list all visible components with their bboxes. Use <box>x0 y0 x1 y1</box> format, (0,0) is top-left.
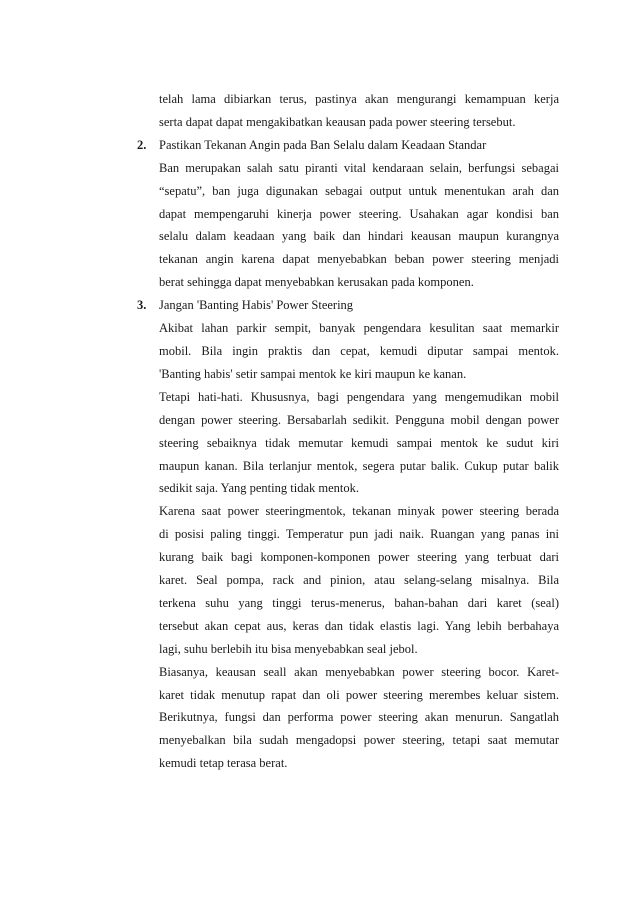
text-line-content: Akibat lahan parkir sempit, banyak pengendara kesulitan saat memarkir <box>159 321 559 336</box>
list-item-title: Jangan 'Banting Habis' Power Steering <box>159 298 354 313</box>
text-line-content: Karena saat power steeringmentok, tekanan minyak power steering berada <box>159 504 559 519</box>
text-line-content: serta dapat dapat mengakibatkan keausan pada power steering tersebut. <box>159 114 516 129</box>
text-line <box>159 203 559 226</box>
text-line-content: Berikutnya, fungsi dan performa power steering akan menurun. Sangatlah <box>159 710 559 725</box>
text-line-content: telah lama dibiarkan terus, pastinya akan mengurangi kemampuan kerja <box>159 92 559 106</box>
text-line-content: sedikit saja. Yang penting tidak mentok. <box>159 481 359 496</box>
text-line <box>159 592 559 615</box>
text-line <box>159 248 559 271</box>
text-line-content: tekanan angin karena dapat menyebabkan beban power steering menjadi <box>159 252 559 267</box>
text-line-content: Biasanya, keausan seall akan menyebabkan power steering bocor. Karet- <box>159 664 559 679</box>
list-item-2 <box>137 134 559 294</box>
text-line <box>159 340 559 363</box>
text-line <box>159 180 559 203</box>
text-line-content: selalu dalam keadaan yang baik dan hindari keausan maupun kurangnya <box>159 229 559 244</box>
text-line-content: karet tidak menutup rapat dan oli power steering merembes keluar sistem. <box>159 687 559 702</box>
list-item-number: 2. <box>137 137 147 152</box>
text-line <box>159 661 559 684</box>
text-line-content: menyebalkan bila sudah mengadopsi power steering, tetapi saat memutar <box>159 733 559 748</box>
paragraph <box>159 317 559 386</box>
text-line <box>159 706 559 729</box>
list-item-title: Pastikan Tekanan Angin pada Ban Selalu dalam Keadaan Standar <box>159 137 487 152</box>
intro-paragraph <box>159 88 559 134</box>
text-line-content: 'Banting habis' setir sampai mentok ke kiri maupun ke kanan. <box>159 366 467 381</box>
paragraph <box>159 386 559 501</box>
list-item-number: 3. <box>137 298 147 313</box>
text-line-content: “sepatu”, ban juga digunakan sebagai output untuk menentukan arah dan <box>159 183 559 198</box>
text-line <box>159 88 559 111</box>
text-line-content: di posisi paling tinggi. Temperatur pun jadi naik. Ruangan yang panas ini <box>159 527 559 542</box>
paragraph <box>159 500 559 660</box>
text-line-content: kurang baik bagi komponen-komponen power steering yang terbuat dari <box>159 550 559 565</box>
text-line <box>159 729 559 752</box>
text-line-content: lagi, suhu berlebih itu bisa menyebabkan seal jebol. <box>159 641 418 656</box>
text-line-content: dengan power steering. Bersabarlah sedikit. Pengguna mobil dengan power <box>159 412 559 427</box>
text-line-content: Ban merupakan salah satu piranti vital kendaraan selain, berfungsi sebagai <box>159 160 559 175</box>
text-line <box>159 386 559 409</box>
paragraph <box>159 661 559 776</box>
text-line <box>159 569 559 592</box>
text-line <box>159 615 559 638</box>
text-line <box>159 752 559 775</box>
text-line <box>159 409 559 432</box>
text-line <box>159 455 559 478</box>
text-line <box>159 271 559 294</box>
text-line <box>159 225 559 248</box>
text-line <box>159 157 559 180</box>
text-line-content: kemudi tetap terasa berat. <box>159 756 288 771</box>
text-line <box>159 546 559 569</box>
text-line <box>159 363 559 386</box>
text-line <box>159 684 559 707</box>
text-line <box>159 432 559 455</box>
list-item-3 <box>137 294 559 775</box>
document-body <box>137 88 559 775</box>
text-line <box>159 317 559 340</box>
text-line-content: steering sebaiknya tidak memutar kemudi sampai mentok ke sudut kiri <box>159 435 559 450</box>
text-line-content: karet. Seal pompa, rack and pinion, atau selang-selang misalnya. Bila <box>159 573 559 588</box>
paragraph <box>159 157 559 294</box>
text-line-content: tersebut akan cepat aus, keras dan tidak elastis lagi. Yang lebih berbahaya <box>159 618 559 633</box>
text-line <box>159 111 559 134</box>
text-line <box>159 500 559 523</box>
text-line-content: dapat mempengaruhi kinerja power steering. Usahakan agar kondisi ban <box>159 206 559 221</box>
text-line <box>159 523 559 546</box>
text-line-content: maupun kanan. Bila terlanjur mentok, segera putar balik. Cukup putar balik <box>159 458 559 473</box>
text-line <box>159 638 559 661</box>
text-line-content: mobil. Bila ingin praktis dan cepat, kemudi diputar sampai mentok. <box>159 343 559 358</box>
text-line-content: terkena suhu yang tinggi terus-menerus, bahan-bahan dari karet (seal) <box>159 595 559 610</box>
text-line-content: berat sehingga dapat menyebabkan kerusakan pada komponen. <box>159 275 474 290</box>
text-line-content: Tetapi hati-hati. Khususnya, bagi pengendara yang mengemudikan mobil <box>159 389 559 404</box>
text-line <box>159 477 559 500</box>
